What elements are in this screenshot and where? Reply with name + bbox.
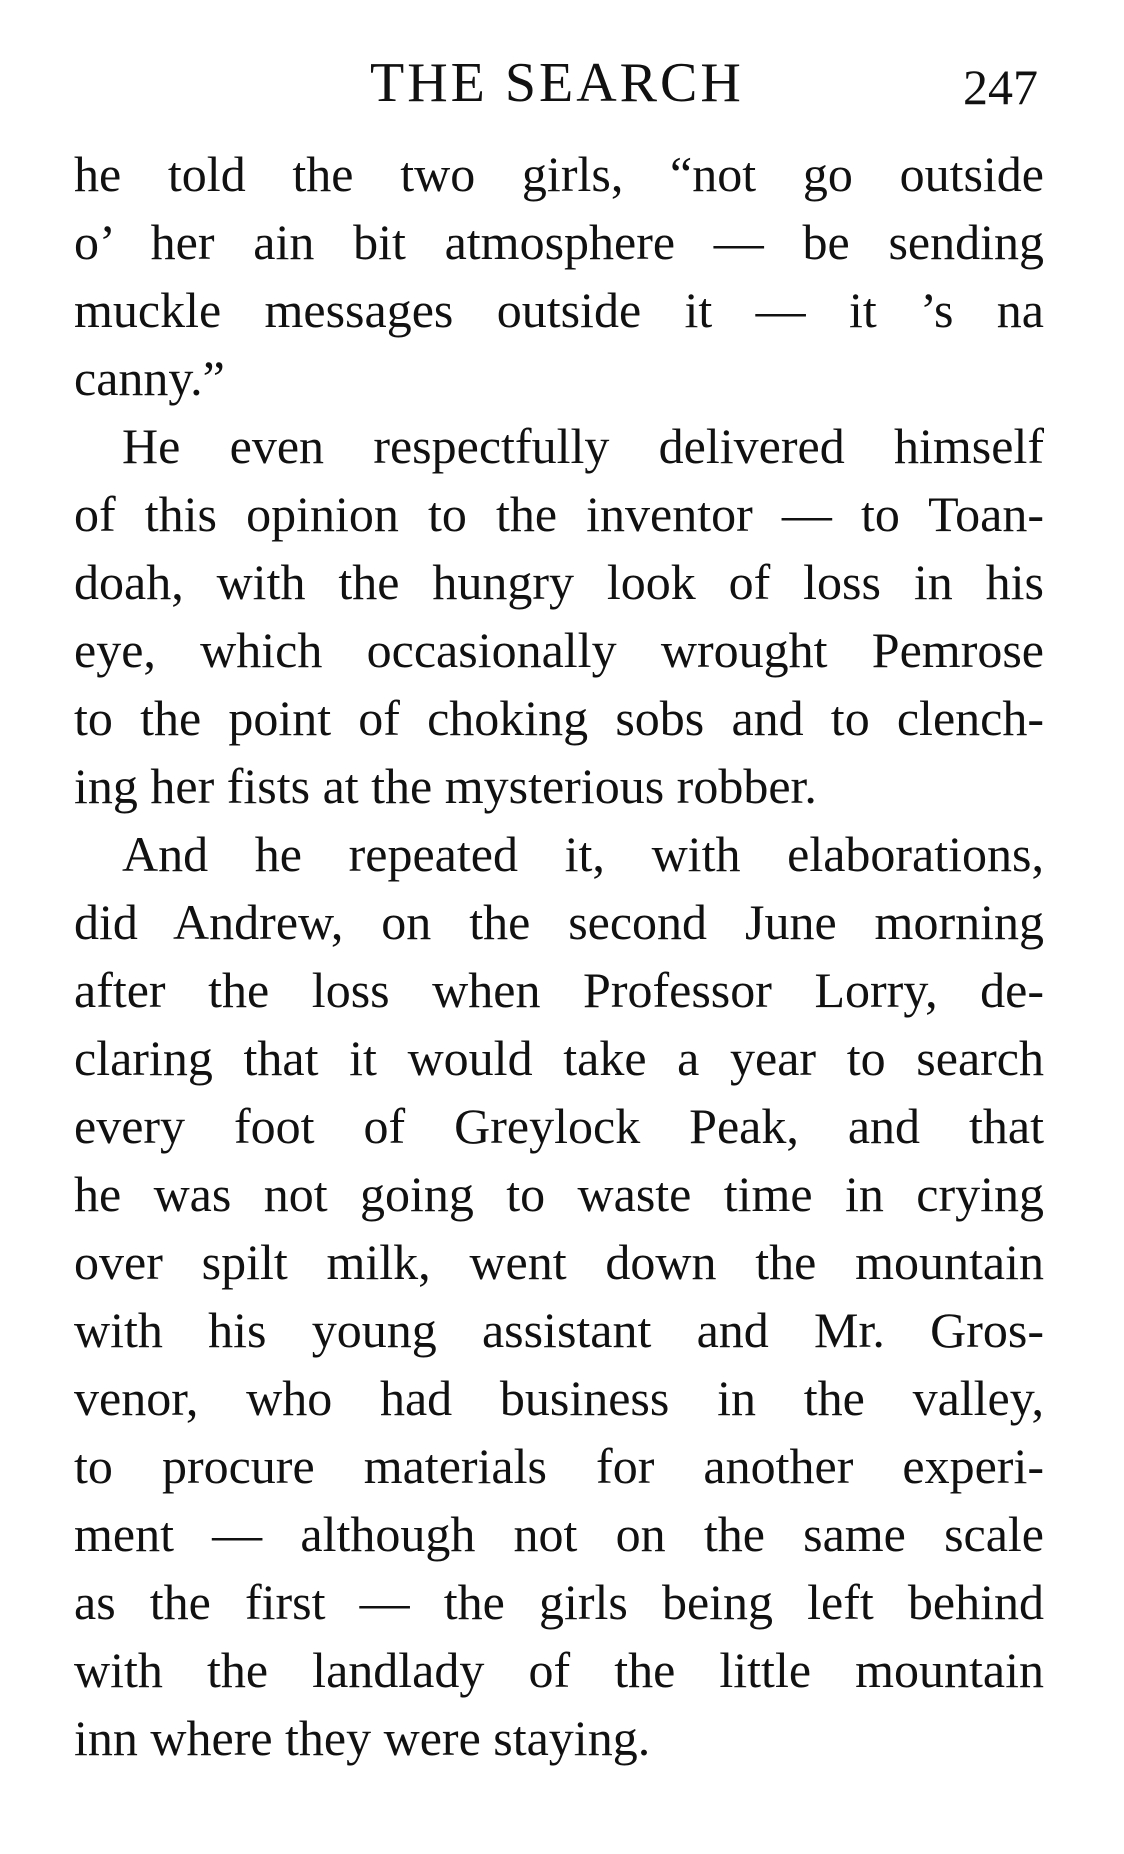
text-line: with the landlady of the little mountain — [74, 1642, 1044, 1698]
text-line: over spilt milk, went down the mountain — [74, 1234, 1044, 1290]
text-line: he told the two girls, “not go outside — [74, 146, 1044, 202]
text-line: to procure materials for another experi- — [74, 1438, 1044, 1494]
text-line: ment — although not on the same scale — [74, 1506, 1044, 1562]
text-line: o’ her ain bit atmosphere — be sending — [74, 214, 1044, 270]
paragraph-start-line: He even respectfully delivered himself — [122, 418, 1044, 474]
text-line: to the point of choking sobs and to clench- — [74, 690, 1044, 746]
running-title: THE SEARCH — [370, 52, 744, 114]
text-line: doah, with the hungry look of loss in his — [74, 554, 1044, 610]
text-line: of this opinion to the inventor — to Toan- — [74, 486, 1044, 542]
text-line: he was not going to waste time in crying — [74, 1166, 1044, 1222]
text-line: as the first — the girls being left behind — [74, 1574, 1044, 1630]
text-line: after the loss when Professor Lorry, de- — [74, 962, 1044, 1018]
text-line: eye, which occasionally wrought Pemrose — [74, 622, 1044, 678]
text-line: ing her fists at the mysterious robber. — [74, 758, 817, 814]
running-head — [0, 48, 1124, 118]
paragraph-start-line: And he repeated it, with elaborations, — [122, 826, 1044, 882]
body-text — [74, 140, 1044, 1772]
text-line: muckle messages outside it — it ’s na — [74, 282, 1044, 338]
text-line: with his young assistant and Mr. Gros- — [74, 1302, 1044, 1358]
text-line: every foot of Greylock Peak, and that — [74, 1098, 1044, 1154]
text-line: claring that it would take a year to search — [74, 1030, 1044, 1086]
text-line: inn where they were staying. — [74, 1710, 651, 1766]
text-line: canny.” — [74, 350, 225, 406]
text-line: venor, who had business in the valley, — [74, 1370, 1044, 1426]
page-number: 247 — [963, 59, 1038, 115]
text-line: did Andrew, on the second June morning — [74, 894, 1044, 950]
